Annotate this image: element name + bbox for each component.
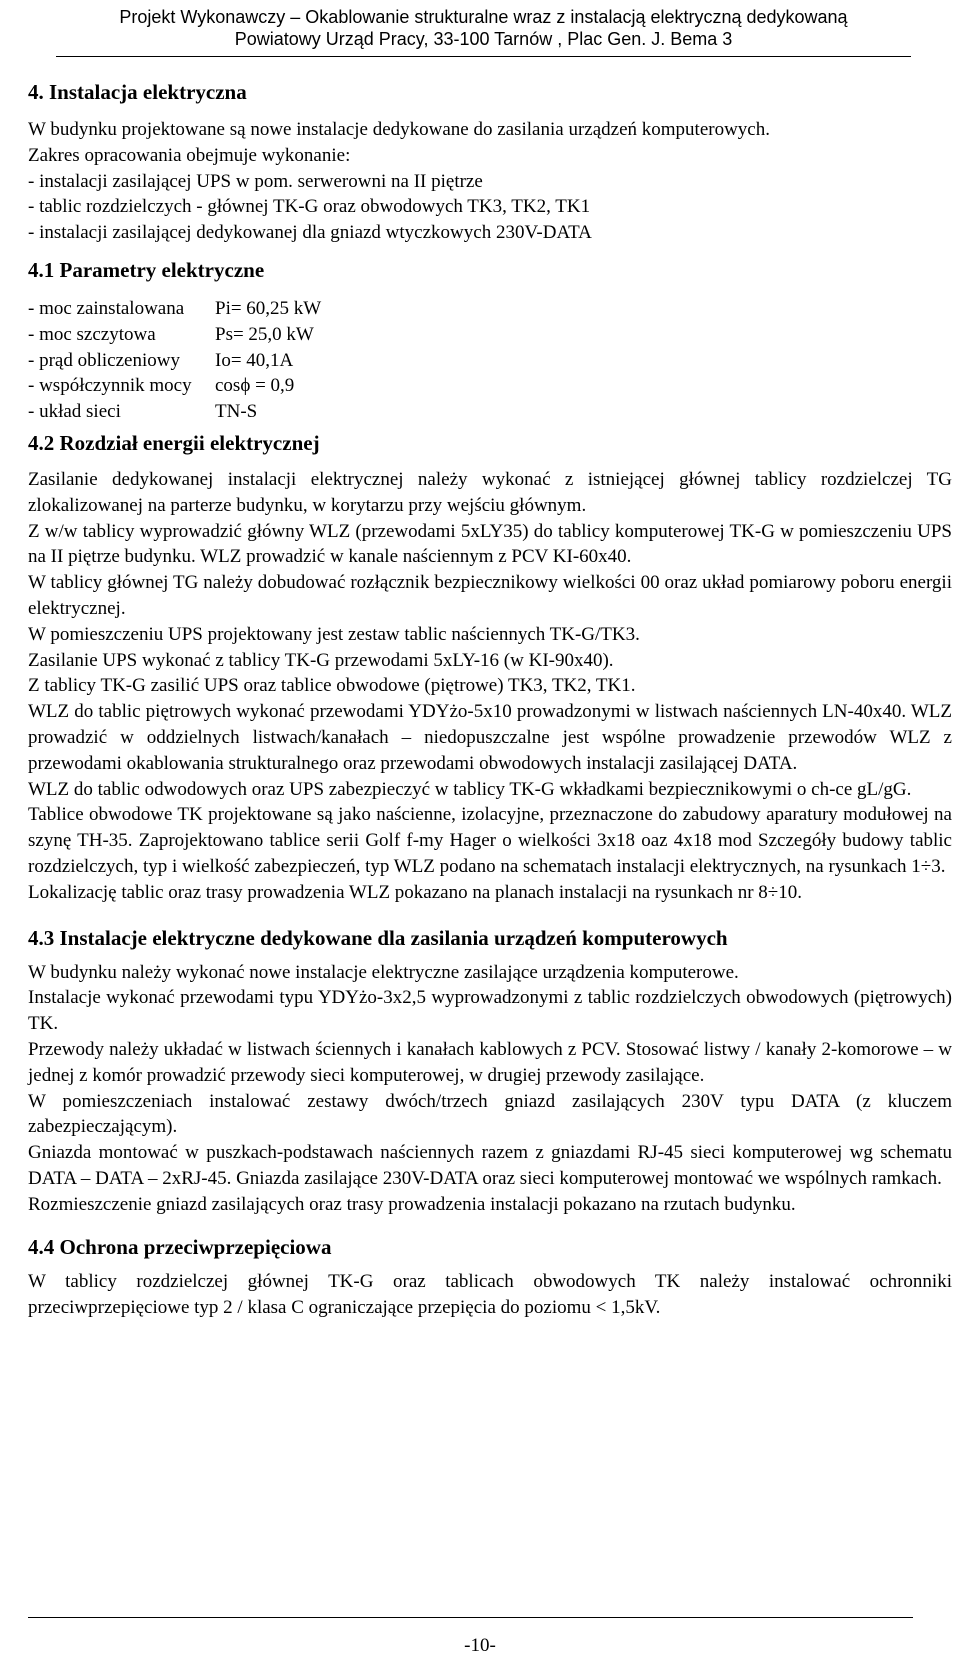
footer-divider — [28, 1617, 913, 1618]
intro-line: - instalacji zasilającej UPS w pom. serwerowni na II piętrze — [28, 170, 483, 192]
paragraph: Z tablicy TK-G zasilić UPS oraz tablice obwodowe (piętrowe) TK3, TK2, TK1. — [28, 675, 636, 697]
paragraph: Tablice obwodowe TK projektowane są jako naścienne, izolacyjne, przeznaczone do zabudowy aparatury modułowej na szynę TH-35. Zaprojektowano tablice serii Golf f-my Hager o wielkości 3x18 oaz 4x18 mod Szczegóły budowy tablic rozdzielczych, typ i wielkość zabezpieczeń, typ WLZ podano na schematach instalacji elektrycznych, na rysunkach 1÷3. — [28, 804, 952, 877]
paragraph: W tablicy głównej TG należy dobudować rozłącznik bezpiecznikowy wielkości 00 oraz układ pomiarowy poboru energii elektrycznej. — [28, 572, 952, 619]
paragraph: Gniazda montować w puszkach-podstawach naściennych razem z gniazdami RJ-45 sieci komputerowej wg schematu DATA – DATA – 2xRJ-45. Gniazda zasilające 230V-DATA oraz sieci komputerowej montować we wspólnych ramkach. — [28, 1142, 952, 1189]
parameter-label: - prąd obliczeniowy — [28, 349, 180, 371]
section-4-2-body — [28, 467, 952, 906]
section-4-3-body — [28, 960, 952, 1218]
section-4-2-heading: 4.2 Rozdział energii elektrycznej — [28, 430, 320, 455]
header-address-line: Powiatowy Urząd Pracy, 33-100 Tarnów , Plac Gen. J. Bema 3 — [234, 29, 733, 49]
paragraph: Zasilanie dedykowanej instalacji elektrycznej należy wykonać z istniejącej głównej tablicy rozdzielczej TG zlokalizowanej na parterze budynku, w korytarzu przy wejściu głównym. — [28, 468, 952, 516]
parameter-value: cosϕ = 0,9 — [215, 375, 295, 397]
parameter-label: - moc szczytowa — [28, 323, 156, 345]
section-4-heading: 4. Instalacja elektryczna — [28, 80, 247, 104]
section-4-3-heading: 4.3 Instalacje elektryczne dedykowane dla zasilania urządzeń komputerowych — [28, 925, 728, 950]
paragraph: WLZ do tablic odwodowych oraz UPS zabezpieczyć w tablicy TK-G wkładkami bezpiecznikowymi o ch-ce gL/gG. — [28, 778, 912, 800]
parameter-value: Io= 40,1A — [215, 349, 294, 371]
parameter-row — [28, 322, 952, 348]
paragraph: Lokalizację tablic oraz trasy prowadzenia WLZ pokazano na planach instalacji na rysunkach nr 8÷10. — [28, 881, 802, 903]
section-4-4-body — [28, 1269, 952, 1321]
electrical-parameters-list — [28, 296, 952, 425]
page-number: -10- — [464, 1635, 496, 1656]
parameter-row — [28, 296, 952, 322]
intro-line: W budynku projektowane są nowe instalacje dedykowane do zasilania urządzeń komputerowych. — [28, 119, 770, 140]
paragraph: Instalacje wykonać przewodami typu YDYżo-3x2,5 wyprowadzonymi z tablic rozdzielczych obwodowych (piętrowych) TK. — [28, 987, 952, 1035]
paragraph: Z w/w tablicy wyprowadzić główny WLZ (przewodami 5xLY35) do tablicy komputerowej TK-G w pomieszczeniu UPS na II piętrze budynku. WLZ prowadzić w kanale naściennym z PCV KI-60x40. — [28, 520, 952, 568]
intro-line: - tablic rozdzielczych - głównej TK-G oraz obwodowych TK3, TK2, TK1 — [28, 196, 591, 218]
paragraph: W pomieszczeniu UPS projektowany jest zestaw tablic naściennych TK-G/TK3. — [28, 623, 640, 645]
parameter-label: - moc zainstalowana — [28, 297, 185, 319]
header-project-line: Projekt Wykonawczy – Okablowanie strukturalne wraz z instalacją elektryczną dedykowaną — [119, 7, 848, 27]
paragraph: W tablicy rozdzielczej głównej TK-G oraz tablicach obwodowych TK należy instalować ochronniki przeciwprzepięciowe typ 2 / klasa C ograniczające przepięcia do poziomu < 1,5kV. — [28, 1271, 952, 1319]
parameter-value: TN-S — [215, 401, 258, 423]
header-divider — [56, 56, 911, 57]
paragraph: WLZ do tablic piętrowych wykonać przewodami YDYżo-5x10 prowadzonymi w listwach naściennych LN-40x40. WLZ prowadzić w oddzielnych listwach/kanałach – niedopuszczalne jest wspólne prowadzenie przewodów WLZ z przewodami okablowania strukturalnego oraz przewodami obwodowych instalacji zasilającej DATA. — [28, 701, 952, 774]
section-4-intro — [28, 117, 952, 246]
page-header — [56, 6, 911, 50]
parameter-row — [28, 348, 952, 374]
parameter-label: - współczynnik mocy — [28, 375, 192, 397]
section-4-1-heading: 4.1 Parametry elektryczne — [28, 257, 265, 282]
document-body — [28, 80, 952, 1321]
parameter-value: Ps= 25,0 kW — [215, 323, 314, 345]
parameter-row — [28, 399, 952, 425]
intro-line: - instalacji zasilającej dedykowanej dla gniazd wtyczkowych 230V-DATA — [28, 222, 592, 244]
paragraph: W budynku należy wykonać nowe instalacje elektryczne zasilające urządzenia komputerowe. — [28, 961, 739, 983]
parameter-row — [28, 373, 952, 399]
paragraph: Zasilanie UPS wykonać z tablicy TK-G przewodami 5xLY-16 (w KI-90x40). — [28, 649, 614, 671]
paragraph: W pomieszczeniach instalować zestawy dwóch/trzech gniazd zasilających 230V typu DATA (z kluczem zabezpieczającym). — [28, 1090, 952, 1138]
paragraph: Przewody należy układać w listwach ściennych i kanałach kablowych z PCV. Stosować listwy / kanały 2-komorowe – w jednej z komór prowadzić przewody sieci komputerowej, w drugiej przewody zasilające. — [28, 1038, 952, 1086]
section-4-4-heading: 4.4 Ochrona przeciwprzepięciowa — [28, 1235, 332, 1260]
parameter-label: - układ sieci — [28, 401, 121, 423]
parameter-value: Pi= 60,25 kW — [215, 297, 322, 319]
paragraph: Rozmieszczenie gniazd zasilających oraz trasy prowadzenia instalacji pokazano na rzutach budynku. — [28, 1193, 796, 1215]
intro-line: Zakres opracowania obejmuje wykonanie: — [28, 144, 351, 166]
